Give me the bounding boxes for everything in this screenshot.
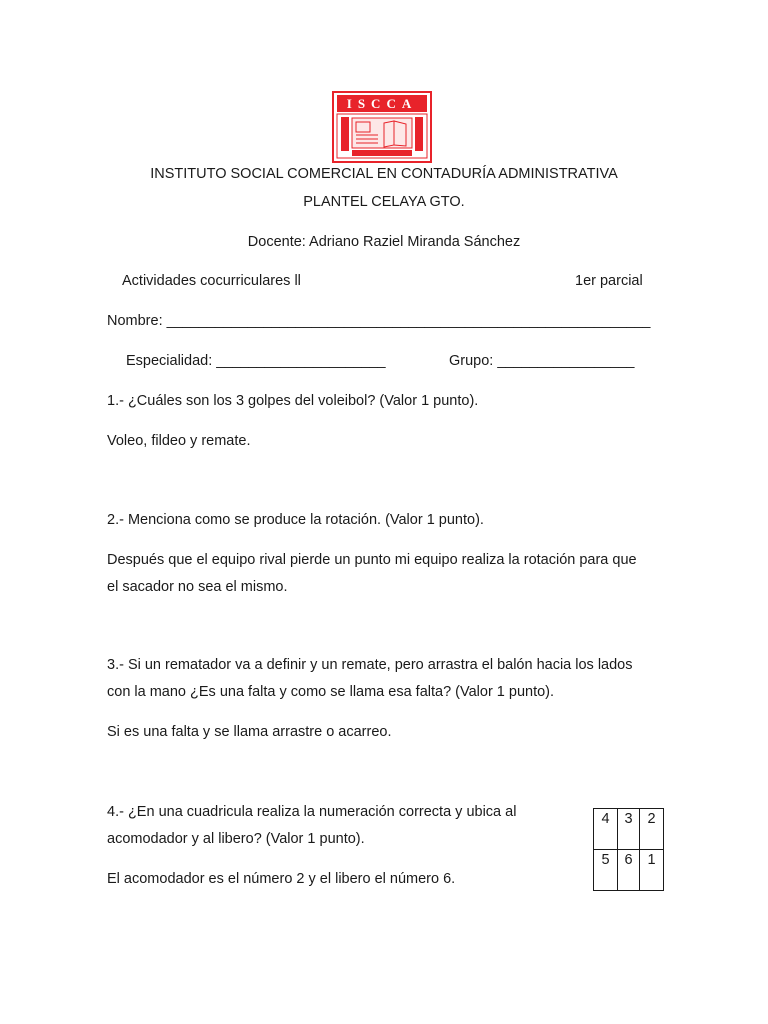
grid-cell: 5: [594, 850, 618, 891]
teacher-name: Docente: Adriano Raziel Miranda Sánchez: [247, 234, 521, 250]
question-1: 1.- ¿Cuáles son los 3 golpes del voleibol? (Valor 1 punto).: [107, 393, 479, 409]
group-field: Grupo: _________________: [449, 353, 635, 369]
exam-period: 1er parcial: [575, 273, 643, 289]
grid-cell: 4: [594, 809, 618, 850]
answer-2-line-1: Después que el equipo rival pierde un punto mi equipo realiza la rotación para que: [107, 552, 637, 568]
grid-row: [594, 850, 664, 891]
question-2: 2.- Menciona como se produce la rotación. (Valor 1 punto).: [107, 512, 484, 528]
rotation-grid: [593, 808, 664, 891]
grid-cell: 1: [640, 850, 664, 891]
specialty-field: Especialidad: _____________________: [126, 353, 386, 369]
question-4-line-2: acomodador y al libero? (Valor 1 punto).: [107, 831, 365, 847]
question-3-line-1: 3.- Si un rematador va a definir y un remate, pero arrastra el balón hacia los lados: [107, 657, 633, 673]
question-3-line-2: con la mano ¿Es una falta y como se llama esa falta? (Valor 1 punto).: [107, 684, 555, 700]
grid-row: [594, 809, 664, 850]
question-4-line-1: 4.- ¿En una cuadricula realiza la numeración correcta y ubica al: [107, 804, 517, 820]
grid-cell: 2: [640, 809, 664, 850]
institution-title: INSTITUTO SOCIAL COMERCIAL EN CONTADURÍA ADMINISTRATIVA: [150, 166, 618, 182]
school-logo: [332, 91, 432, 163]
subject-name: Actividades cocurriculares ll: [122, 273, 301, 289]
svg-text:ISCCA: ISCCA: [346, 96, 418, 111]
answer-3: Si es una falta y se llama arrastre o acarreo.: [107, 724, 392, 740]
answer-4: El acomodador es el número 2 y el libero el número 6.: [107, 871, 456, 887]
name-field: Nombre: ____________________________________________________________: [107, 313, 651, 329]
answer-2-line-2: el sacador no sea el mismo.: [107, 579, 288, 595]
answer-1: Voleo, fildeo y remate.: [107, 433, 251, 449]
grid-cell: 6: [618, 850, 640, 891]
grid-cell: 3: [618, 809, 640, 850]
campus-title: PLANTEL CELAYA GTO.: [303, 194, 465, 210]
